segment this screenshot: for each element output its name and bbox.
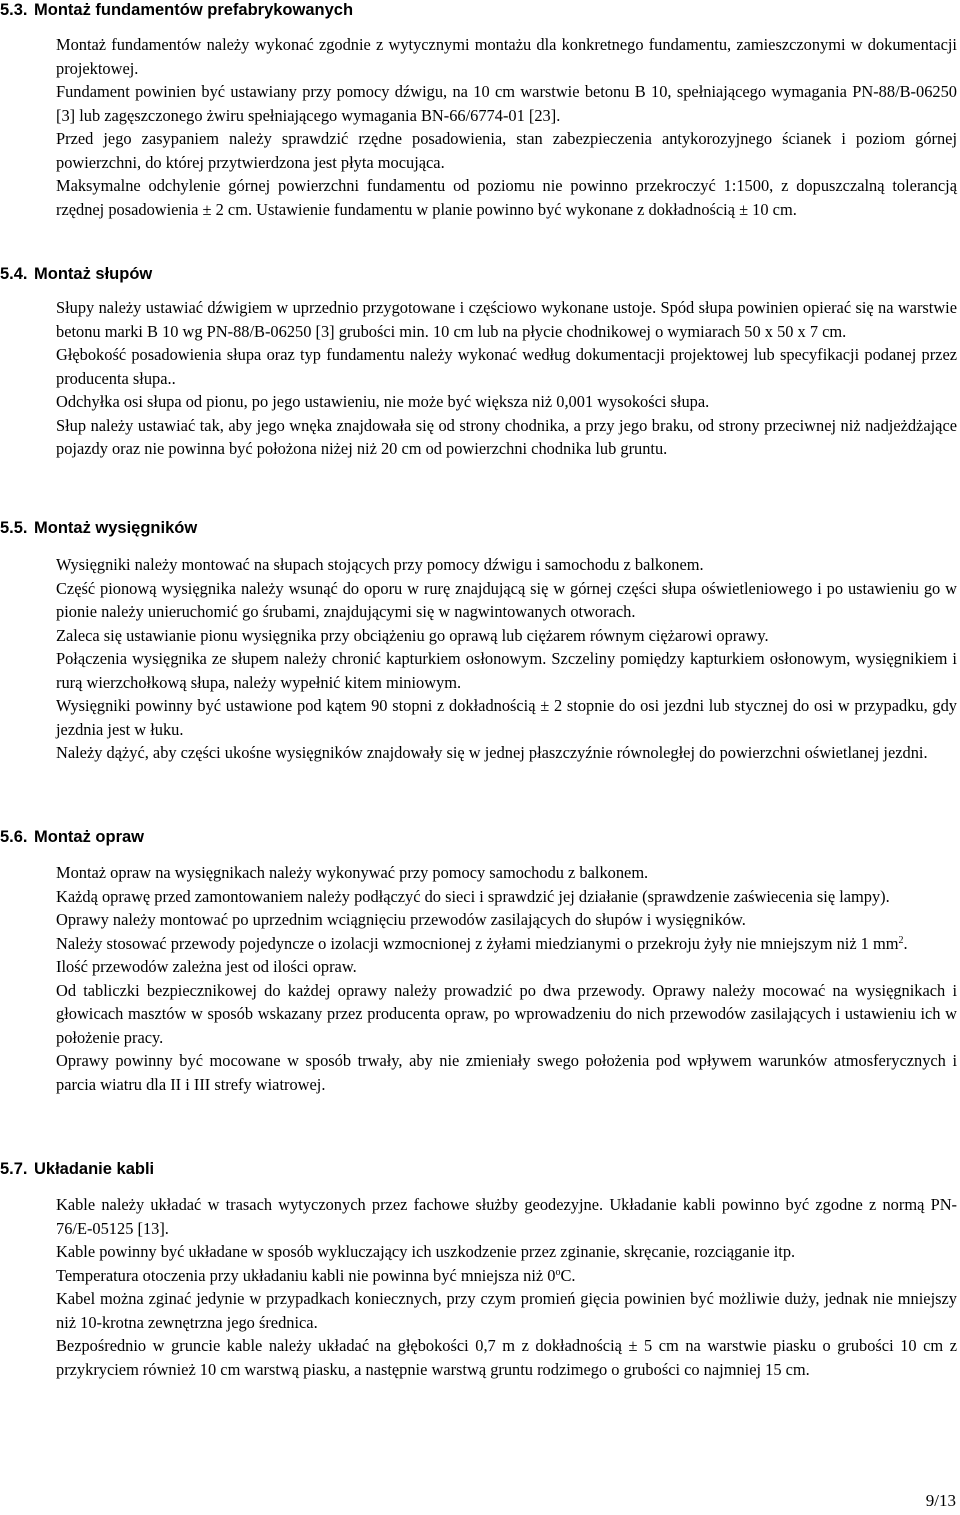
- section-heading-5-6: [0, 827, 144, 847]
- paragraph: Ilość przewodów zależna jest od ilości opraw.: [56, 957, 357, 976]
- paragraph-tail: C.: [560, 1265, 576, 1285]
- paragraph: Słupy należy ustawiać dźwigiem w uprzednio przygotowane i częściowo wykonane ustoje. Spód słupa powinien opierać się na warstwie betonu marki B 10 wg PN-88/B-06250 [3] grubości min. 10 cm lub na płycie chodnikowej o wymiarach 50 x 50 x 7 cm.: [56, 298, 957, 341]
- section-body-5-7: [56, 1193, 957, 1381]
- section-heading-5-7: [0, 1159, 154, 1179]
- paragraph: Odchyłka osi słupa od pionu, po jego ustawieniu, nie może być większa niż 0,001 wysokości słupa.: [56, 392, 710, 411]
- paragraph: Głębokość posadowienia słupa oraz typ fundamentu należy wykonać według dokumentacji projektowej lub specyfikacji podanej przez producenta słupa..: [56, 345, 957, 388]
- section-number: 5.4.: [0, 265, 28, 283]
- section-title: Montaż słupów: [34, 265, 153, 283]
- paragraph: Kable należy układać w trasach wytyczonych przez fachowe służby geodezyjne. Układanie kabli powinno być zgodne z normą PN-76/E-05125 [13].: [56, 1195, 957, 1238]
- paragraph-tail: .: [903, 933, 908, 953]
- paragraph-text: Należy stosować przewody pojedyncze o izolacji wzmocnionej z żyłami miedzianymi o przekroju żyły nie mniejszym niż 1 mm: [56, 933, 899, 953]
- paragraph: Maksymalne odchylenie górnej powierzchni fundamentu od poziomu nie powinno przekroczyć 1:1500, z dopuszczalną tolerancją rzędnej posadowienia ± 2 cm. Ustawienie fundamentu w planie powinno być wykonane z dokładnością ± 10 cm.: [56, 176, 957, 219]
- paragraph: Montaż opraw na wysięgnikach należy wykonywać przy pomocy samochodu z balkonem.: [56, 863, 649, 882]
- paragraph: Każdą oprawę przed zamontowaniem należy podłączyć do sieci i sprawdzić jej działanie (sprawdzenie zaświecenia się lampy).: [56, 886, 890, 906]
- paragraph: Połączenia wysięgnika ze słupem należy chronić kapturkiem osłonowym. Szczeliny pomiędzy kapturkiem osłonowym, wysięgnikiem i rurą wierzchołkową słupa, należy wypełnić kitem miniowym.: [56, 649, 957, 692]
- paragraph: Fundament powinien być ustawiany przy pomocy dźwigu, na 10 cm warstwie betonu B 10, spełniającego wymagania PN-88/B-06250 [3] lub zagęszczonego żwiru spełniającego wymagania BN-66/6774-01 [23].: [56, 82, 957, 125]
- section-body-5-3: [56, 33, 957, 221]
- paragraph: Przed jego zasypaniem należy sprawdzić rzędne posadowienia, stan zabezpieczenia antykorozyjnego ścianek i poziom górnej powierzchni, do której przytwierdzona jest płyta mocująca.: [56, 129, 957, 172]
- paragraph: Bezpośrednio w gruncie kable należy układać na głębokości 0,7 m z dokładnością ± 5 cm na warstwie piasku o grubości 10 cm z przykryciem również 10 cm warstwą piasku, a następnie warstwą gruntu rodzimego o grubości co najmniej 15 cm.: [56, 1336, 957, 1379]
- paragraph: Wysięgniki powinny być ustawione pod kątem 90 stopni z dokładnością ± 2 stopnie do osi jezdni lub stycznej do osi w przypadku, gdy jezdnia jest w łuku.: [56, 696, 957, 739]
- page-number: 9/13: [925, 1491, 956, 1510]
- section-title: Montaż wysięgników: [34, 519, 198, 537]
- paragraph: Zaleca się ustawianie pionu wysięgnika przy obciążeniu go oprawą lub ciężarem równym ciężarowi oprawy.: [56, 625, 769, 645]
- paragraph: [56, 932, 957, 956]
- section-heading-5-5: [0, 518, 197, 538]
- paragraph: Od tabliczki bezpiecznikowej do każdej oprawy należy prowadzić po dwa przewody. Oprawy należy mocować na wysięgnikach i głowicach masztów w sposób wskazany przez producenta opraw, po wprowadzeniu do nich przewodów zasilających i ustawieniu ich w położenie pracy.: [56, 980, 957, 1047]
- section-title: Montaż fundamentów prefabrykowanych: [34, 1, 354, 19]
- paragraph-text: Temperatura otoczenia przy układaniu kabli nie powinna być mniejsza niż 0: [56, 1265, 556, 1285]
- section-heading-5-3: [0, 0, 353, 20]
- section-title: Układanie kabli: [34, 1160, 155, 1178]
- paragraph: [56, 1264, 957, 1288]
- section-number: 5.3.: [0, 1, 28, 19]
- paragraph: Kable powinny być układane w sposób wykluczający ich uszkodzenie przez zginanie, skręcanie, rozciąganie itp.: [56, 1242, 796, 1261]
- superscript: 2: [898, 934, 904, 946]
- section-body-5-4: [56, 296, 957, 461]
- superscript: o: [555, 1266, 561, 1278]
- section-title: Montaż opraw: [34, 828, 144, 846]
- section-number: 5.6.: [0, 828, 28, 846]
- paragraph: Słup należy ustawiać tak, aby jego wnęka znajdowała się od strony chodnika, a przy jego braku, od strony przeciwnej niż nadjeżdżające pojazdy oraz nie powinna być położona niżej niż 20 cm od powierzchni chodnika lub gruntu.: [56, 415, 957, 458]
- section-body-5-5: [56, 553, 957, 765]
- paragraph: Część pionową wysięgnika należy wsunąć do oporu w rurę znajdującą się w górnej części słupa oświetleniowego i po ustawieniu go w pionie należy unieruchomić go śrubami, znajdującymi się w nagwintowanych otworach.: [56, 578, 957, 621]
- paragraph: Kabel można zginać jedynie w przypadkach koniecznych, przy czym promień gięcia powinien być możliwie duży, jednak nie mniejszy niż 10-krotna zewnętrzna jego średnica.: [56, 1289, 957, 1332]
- section-body-5-6: [56, 861, 957, 1096]
- paragraph: Oprawy należy montować po uprzednim wciągnięciu przewodów zasilających do słupów i wysięgników.: [56, 910, 746, 929]
- section-heading-5-4: [0, 264, 152, 284]
- paragraph: Należy dążyć, aby części ukośne wysięgników znajdowały się w jednej płaszczyźnie równoległej do powierzchni oświetlanej jezdni.: [56, 743, 928, 762]
- section-number: 5.5.: [0, 519, 28, 537]
- section-number: 5.7.: [0, 1160, 28, 1178]
- paragraph: Montaż fundamentów należy wykonać zgodnie z wytycznymi montażu dla konkretnego fundamentu, zamieszczonymi w dokumentacji projektowej.: [56, 35, 957, 78]
- paragraph: Oprawy powinny być mocowane w sposób trwały, aby nie zmieniały swego położenia pod wpływem warunków atmosferycznych i parcia wiatru dla II i III strefy wiatrowej.: [56, 1051, 957, 1094]
- paragraph: Wysięgniki należy montować na słupach stojących przy pomocy dźwigu i samochodu z balkonem.: [56, 555, 704, 574]
